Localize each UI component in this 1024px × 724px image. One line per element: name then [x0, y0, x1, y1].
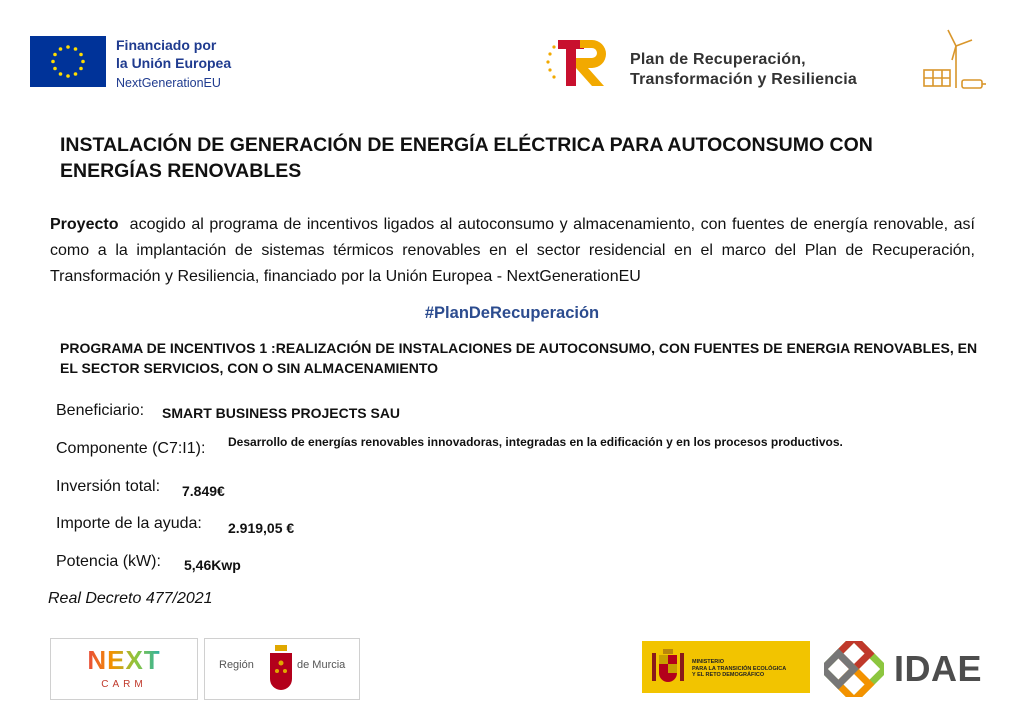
- eu-line-2: la Unión Europea: [116, 55, 232, 71]
- prtr-logo-icon: [544, 36, 614, 92]
- region-murcia-logo: [204, 638, 360, 700]
- spain-coat-of-arms-icon: [650, 647, 686, 687]
- componente-value: Desarrollo de energías renovables innovadoras, integradas en la edificación y en los procesos productivos.: [228, 435, 843, 449]
- beneficiario-value: SMART BUSINESS PROJECTS SAU: [162, 405, 401, 421]
- ministerio-logo: [642, 641, 810, 693]
- eu-funding-text: [116, 36, 231, 92]
- next-wordmark: NEXT: [87, 645, 161, 675]
- programa-title: PROGRAMA DE INCENTIVOS 1 :REALIZACIÓN DE INSTALACIONES DE AUTOCONSUMO, CON FUENTES DE ENERGIA RENOVABLES, EN EL SECTOR SERVICIOS, CON O SIN ALMACENAMIENTO: [60, 340, 978, 376]
- murcia-shield-icon: [267, 643, 295, 695]
- importe-label: Importe de la ayuda:: [56, 515, 202, 532]
- hashtag: #PlanDeRecuperación: [424, 304, 600, 322]
- carm-text: CARM: [101, 679, 147, 690]
- componente-label: Componente (C7:I1):: [56, 440, 206, 457]
- project-description: [50, 212, 975, 290]
- prtr-line-1: Plan de Recuperación,: [630, 51, 806, 68]
- eu-flag-icon: [30, 36, 106, 87]
- ministerio-line-2: PARA LA TRANSICIÓN ECOLÓGICA: [692, 665, 787, 672]
- idae-logo-icon: [824, 641, 884, 697]
- ministerio-line-1: MINISTERIO: [692, 659, 725, 665]
- importe-value: 2.919,05 €: [228, 520, 295, 536]
- prtr-line-2: Transformación y Resiliencia: [630, 71, 858, 88]
- eu-line-3: NextGenerationEU: [116, 76, 221, 90]
- eu-line-1: Financiado por: [116, 37, 217, 53]
- next-logo-text: [51, 645, 197, 676]
- murcia-left-text: Región: [219, 659, 254, 671]
- ministerio-text: [692, 659, 786, 679]
- prtr-text: [630, 50, 857, 90]
- potencia-label: Potencia (kW):: [56, 553, 161, 570]
- inversion-label: Inversión total:: [56, 478, 161, 495]
- page-title: INSTALACIÓN DE GENERACIÓN DE ENERGÍA ELÉCTRICA PARA AUTOCONSUMO CON ENERGÍAS RENOVABLES: [60, 134, 873, 182]
- potencia-value: 5,46Kwp: [184, 557, 241, 573]
- wind-solar-icon: [918, 26, 988, 96]
- idae-wordmark: IDAE: [894, 648, 983, 689]
- beneficiario-label: Beneficiario:: [56, 402, 145, 419]
- murcia-right-text: de Murcia: [297, 659, 346, 671]
- next-carm-logo: [50, 638, 198, 700]
- project-label: Proyecto: [50, 216, 119, 233]
- ministerio-line-3: Y EL RETO DEMOGRÁFICO: [692, 672, 765, 678]
- real-decreto: Real Decreto 477/2021: [48, 590, 213, 607]
- project-text: acogido al programa de incentivos ligados al autoconsumo y almacenamiento, con fuentes de energía renovable, así como a la implantación de sistemas térmicos renovables en el sector residencial en el marco del Plan de Recuperación, Transformación y Resiliencia, financiado por la Unión Europea - NextGenerationEU: [50, 216, 976, 285]
- inversion-value: 7.849€: [182, 483, 225, 499]
